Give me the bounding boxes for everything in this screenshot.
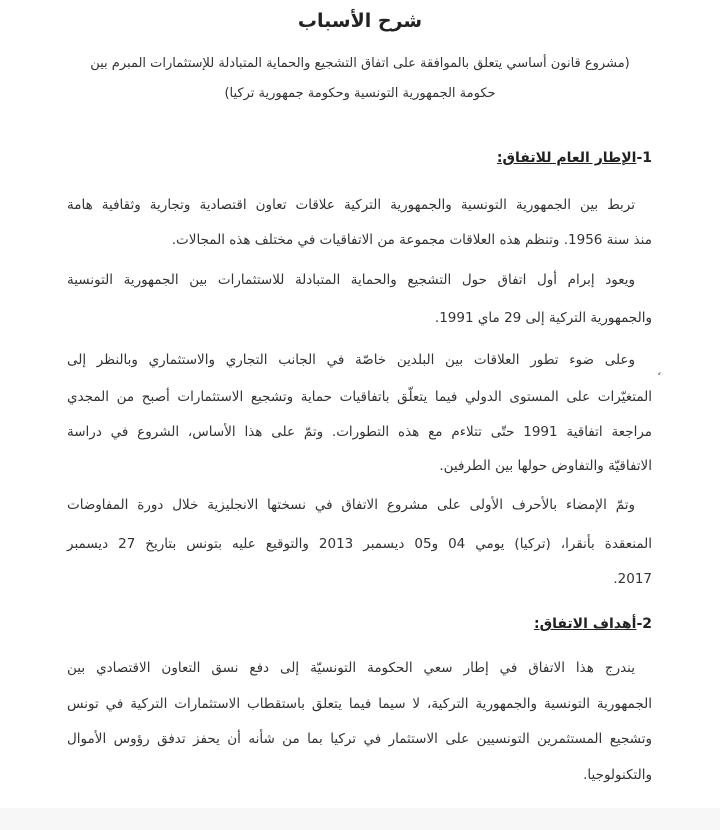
section-heading-general-framework [497, 150, 652, 166]
section-heading-text: أهداف الاتفاق: [533, 616, 637, 632]
document-title: شرح الأسباب [297, 10, 423, 32]
paragraph-line: الجمهورية التونسية والجمهورية التركية، لا سيما فيما يتعلق باستقطاب الاستثمارات التركية في تونس [67, 696, 652, 712]
paragraph-line: والتكنولوجيا. [583, 767, 652, 783]
page-bottom-strip [0, 808, 720, 830]
section-number: 1- [636, 150, 652, 166]
paragraph-line: وتمّ الإمضاء بالأحرف الأولى على مشروع الاتفاق في نسختها الانجليزية خلال دورة المفاوضات [67, 497, 635, 513]
paragraph-line: المتغيّرات على المستوى الدولي فيما يتعلّق باتفاقيات حماية وتشجيع الاستثمارات أصبح من المجدي [67, 389, 652, 405]
document-subtitle-line-2: حكومة الجمهورية التونسية وحكومة جمهورية تركيا) [224, 86, 496, 101]
section-heading-text: الإطار العام للاتفاق: [496, 150, 637, 166]
paragraph-line: ويعود إبرام أول اتفاق حول التشجيع والحماية المتبادلة للاستثمارات بين الجمهورية التونسية [67, 272, 635, 288]
section-heading-objectives [534, 616, 652, 632]
paragraph-line: منذ سنة 1956. وتنظم هذه العلاقات مجموعة من الاتفاقيات في مختلف هذه المجالات. [171, 232, 652, 248]
paragraph-line: 2017. [613, 571, 652, 587]
paragraph-line: وعلى ضوء تطور العلاقات بين البلدين خاصّة في الجانب التجاري والاستثماري وبالنظر إلى [67, 352, 635, 368]
paragraph-line: الاتفاقيّة والتفاوض حولها بين الطرفين. [439, 458, 652, 474]
paragraph-line: وتشجيع المستثمرين التونسيين على الاستثمار في تركيا بما من شأنه أن يحفز تدفق رؤوس الأموال [67, 731, 652, 747]
paragraph-line: يندرج هذا الاتفاق في إطار سعي الحكومة التونسيّة إلى دفع نسق التعاون الاقتصادي بين [67, 660, 635, 676]
paragraph-line: والجمهورية التركية إلى 29 ماي 1991. [434, 310, 652, 326]
document-subtitle-line-1: (مشروع قانون أساسي يتعلق بالموافقة على اتفاق التشجيع والحماية المتبادلة للإستثمارات المبرم بين [90, 56, 630, 71]
paragraph-line: المنعقدة بأنقرا، (تركيا) يومي 04 و05 ديسمبر 2013 والتوقيع عليه بتونس بتاريخ 27 ديسمبر [67, 536, 652, 552]
paragraph-line: تربط بين الجمهورية التونسية والجمهورية التركية علاقات تعاون اقتصادية وتجارية وثقافية هامة [67, 197, 635, 213]
paragraph-line: مراجعة اتفاقية 1991 حتّى تتلاءم مع هذه التطورات. وتمّ على هذا الأساس، الشروع في دراسة [67, 424, 652, 440]
section-number: 2- [636, 616, 652, 632]
